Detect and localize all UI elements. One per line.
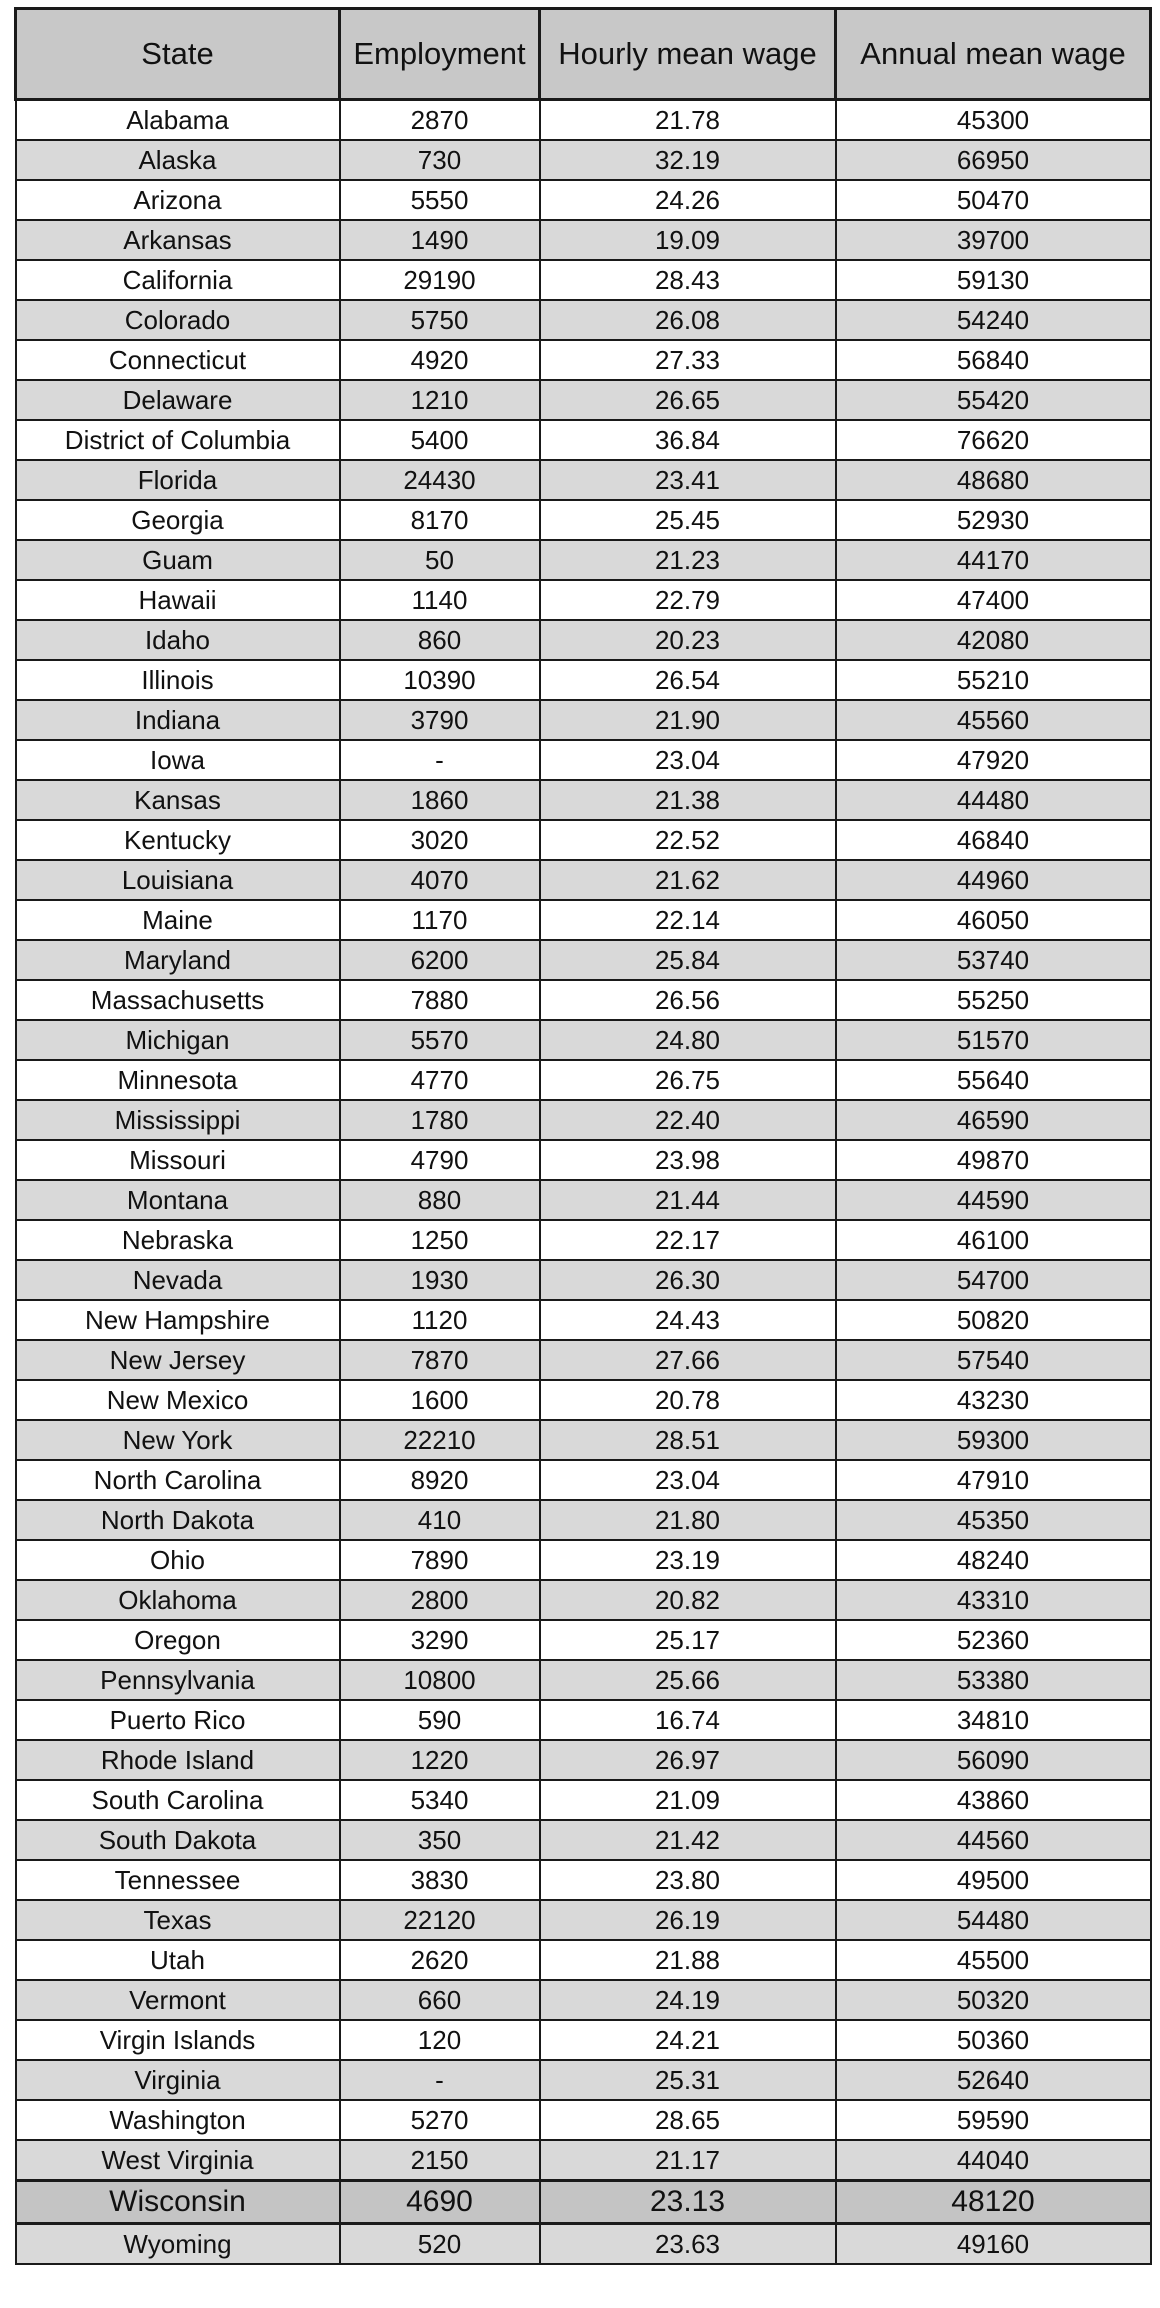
employment-cell: 5750 xyxy=(340,300,540,340)
annual-wage-cell: 46100 xyxy=(836,1220,1151,1260)
hourly-wage-cell: 24.19 xyxy=(540,1980,836,2020)
employment-cell: 1170 xyxy=(340,900,540,940)
table-row xyxy=(16,1900,1151,1940)
table-row xyxy=(16,1860,1151,1900)
annual-wage-cell: 45500 xyxy=(836,1940,1151,1980)
table-row xyxy=(16,1300,1151,1340)
employment-cell: 10800 xyxy=(340,1660,540,1700)
table-row xyxy=(16,1580,1151,1620)
hourly-wage-cell: 25.45 xyxy=(540,500,836,540)
state-cell: Kansas xyxy=(16,780,340,820)
table-row xyxy=(16,460,1151,500)
hourly-wage-cell: 23.13 xyxy=(540,2181,836,2224)
hourly-wage-cell: 21.44 xyxy=(540,1180,836,1220)
hourly-wage-cell: 24.43 xyxy=(540,1300,836,1340)
hourly-wage-cell: 21.78 xyxy=(540,100,836,141)
annual-wage-cell: 44170 xyxy=(836,540,1151,580)
annual-wage-cell: 50820 xyxy=(836,1300,1151,1340)
annual-wage-cell: 44040 xyxy=(836,2140,1151,2181)
employment-cell: 860 xyxy=(340,620,540,660)
table-row xyxy=(16,420,1151,460)
hourly-wage-cell: 23.80 xyxy=(540,1860,836,1900)
annual-wage-cell: 57540 xyxy=(836,1340,1151,1380)
annual-wage-cell: 54480 xyxy=(836,1900,1151,1940)
table-row xyxy=(16,1740,1151,1780)
hourly-wage-cell: 24.21 xyxy=(540,2020,836,2060)
hourly-wage-cell: 21.38 xyxy=(540,780,836,820)
annual-wage-cell: 51570 xyxy=(836,1020,1151,1060)
state-cell: New Jersey xyxy=(16,1340,340,1380)
employment-cell: 29190 xyxy=(340,260,540,300)
table-row xyxy=(16,1460,1151,1500)
state-cell: Utah xyxy=(16,1940,340,1980)
employment-cell: 520 xyxy=(340,2224,540,2265)
state-cell: South Dakota xyxy=(16,1820,340,1860)
annual-wage-cell: 50470 xyxy=(836,180,1151,220)
table-row xyxy=(16,2060,1151,2100)
state-cell: West Virginia xyxy=(16,2140,340,2181)
state-cell: Ohio xyxy=(16,1540,340,1580)
state-cell: Colorado xyxy=(16,300,340,340)
state-cell: Minnesota xyxy=(16,1060,340,1100)
employment-cell: 5550 xyxy=(340,180,540,220)
annual-wage-cell: 53380 xyxy=(836,1660,1151,1700)
state-cell: Nebraska xyxy=(16,1220,340,1260)
table-row xyxy=(16,780,1151,820)
state-cell: District of Columbia xyxy=(16,420,340,460)
table-row xyxy=(16,300,1151,340)
hourly-wage-cell: 22.79 xyxy=(540,580,836,620)
state-cell: Puerto Rico xyxy=(16,1700,340,1740)
state-cell: Alaska xyxy=(16,140,340,180)
hourly-wage-cell: 22.17 xyxy=(540,1220,836,1260)
annual-wage-cell: 59590 xyxy=(836,2100,1151,2140)
state-cell: North Carolina xyxy=(16,1460,340,1500)
employment-cell: 120 xyxy=(340,2020,540,2060)
annual-wage-cell: 55420 xyxy=(836,380,1151,420)
state-cell: New Hampshire xyxy=(16,1300,340,1340)
table-row xyxy=(16,660,1151,700)
table-row xyxy=(16,2100,1151,2140)
state-cell: Delaware xyxy=(16,380,340,420)
state-cell: Pennsylvania xyxy=(16,1660,340,1700)
annual-wage-cell: 55210 xyxy=(836,660,1151,700)
state-cell: South Carolina xyxy=(16,1780,340,1820)
employment-cell: 1930 xyxy=(340,1260,540,1300)
table-row xyxy=(16,140,1151,180)
employment-cell: 22210 xyxy=(340,1420,540,1460)
employment-cell: 1210 xyxy=(340,380,540,420)
annual-wage-cell: 45350 xyxy=(836,1500,1151,1540)
employment-cell: 22120 xyxy=(340,1900,540,1940)
hourly-wage-cell: 23.98 xyxy=(540,1140,836,1180)
hourly-wage-cell: 27.33 xyxy=(540,340,836,380)
state-cell: Wyoming xyxy=(16,2224,340,2265)
state-cell: Massachusetts xyxy=(16,980,340,1020)
table-row xyxy=(16,1220,1151,1260)
state-cell: Alabama xyxy=(16,100,340,141)
table-row xyxy=(16,340,1151,380)
annual-wage-cell: 39700 xyxy=(836,220,1151,260)
state-cell: Rhode Island xyxy=(16,1740,340,1780)
table-row xyxy=(16,100,1151,141)
hourly-wage-cell: 22.40 xyxy=(540,1100,836,1140)
hourly-wage-cell: 27.66 xyxy=(540,1340,836,1380)
table-row xyxy=(16,1380,1151,1420)
employment-cell: 1220 xyxy=(340,1740,540,1780)
state-cell: Nevada xyxy=(16,1260,340,1300)
employment-cell: 4690 xyxy=(340,2181,540,2224)
state-cell: Louisiana xyxy=(16,860,340,900)
state-cell: New Mexico xyxy=(16,1380,340,1420)
table-row xyxy=(16,980,1151,1020)
annual-wage-cell: 47910 xyxy=(836,1460,1151,1500)
table-row xyxy=(16,1180,1151,1220)
table-row xyxy=(16,1500,1151,1540)
employment-cell: 6200 xyxy=(340,940,540,980)
state-cell: Arizona xyxy=(16,180,340,220)
state-cell: Idaho xyxy=(16,620,340,660)
annual-wage-cell: 56090 xyxy=(836,1740,1151,1780)
annual-wage-cell: 50320 xyxy=(836,1980,1151,2020)
hourly-wage-cell: 28.51 xyxy=(540,1420,836,1460)
annual-wage-cell: 59130 xyxy=(836,260,1151,300)
employment-cell: 1600 xyxy=(340,1380,540,1420)
employment-cell: - xyxy=(340,740,540,780)
hourly-wage-cell: 36.84 xyxy=(540,420,836,460)
employment-cell: 3020 xyxy=(340,820,540,860)
hourly-wage-cell: 23.04 xyxy=(540,1460,836,1500)
state-cell: North Dakota xyxy=(16,1500,340,1540)
hourly-wage-cell: 22.52 xyxy=(540,820,836,860)
header-state: State xyxy=(16,9,340,100)
annual-wage-cell: 43860 xyxy=(836,1780,1151,1820)
hourly-wage-cell: 21.42 xyxy=(540,1820,836,1860)
hourly-wage-cell: 28.65 xyxy=(540,2100,836,2140)
table-row xyxy=(16,1140,1151,1180)
table-row xyxy=(16,2140,1151,2181)
employment-cell: 1490 xyxy=(340,220,540,260)
annual-wage-cell: 66950 xyxy=(836,140,1151,180)
state-cell: Indiana xyxy=(16,700,340,740)
employment-cell: 8920 xyxy=(340,1460,540,1500)
hourly-wage-cell: 19.09 xyxy=(540,220,836,260)
table-row xyxy=(16,180,1151,220)
employment-cell: 4070 xyxy=(340,860,540,900)
annual-wage-cell: 34810 xyxy=(836,1700,1151,1740)
employment-cell: 1860 xyxy=(340,780,540,820)
table-row xyxy=(16,620,1151,660)
state-cell: Florida xyxy=(16,460,340,500)
hourly-wage-cell: 26.56 xyxy=(540,980,836,1020)
employment-cell: 3790 xyxy=(340,700,540,740)
annual-wage-cell: 46840 xyxy=(836,820,1151,860)
annual-wage-cell: 42080 xyxy=(836,620,1151,660)
table-row xyxy=(16,380,1151,420)
table-row xyxy=(16,1260,1151,1300)
annual-wage-cell: 48680 xyxy=(836,460,1151,500)
employment-cell: 1780 xyxy=(340,1100,540,1140)
employment-cell: 5570 xyxy=(340,1020,540,1060)
table-row xyxy=(16,1700,1151,1740)
table-row xyxy=(16,940,1151,980)
employment-cell: 880 xyxy=(340,1180,540,1220)
table-row xyxy=(16,1340,1151,1380)
state-cell: Missouri xyxy=(16,1140,340,1180)
state-cell: Arkansas xyxy=(16,220,340,260)
hourly-wage-cell: 26.65 xyxy=(540,380,836,420)
state-cell: Virginia xyxy=(16,2060,340,2100)
employment-cell: 7890 xyxy=(340,1540,540,1580)
annual-wage-cell: 52930 xyxy=(836,500,1151,540)
employment-cell: 5270 xyxy=(340,2100,540,2140)
employment-cell: - xyxy=(340,2060,540,2100)
state-cell: Oregon xyxy=(16,1620,340,1660)
hourly-wage-cell: 23.63 xyxy=(540,2224,836,2265)
table-row xyxy=(16,1820,1151,1860)
employment-cell: 2870 xyxy=(340,100,540,141)
table-header xyxy=(16,9,1151,100)
hourly-wage-cell: 21.23 xyxy=(540,540,836,580)
state-cell: Vermont xyxy=(16,1980,340,2020)
hourly-wage-cell: 23.41 xyxy=(540,460,836,500)
table-row xyxy=(16,1980,1151,2020)
annual-wage-cell: 43310 xyxy=(836,1580,1151,1620)
table-row xyxy=(16,1060,1151,1100)
header-row xyxy=(16,9,1151,100)
hourly-wage-cell: 26.75 xyxy=(540,1060,836,1100)
employment-cell: 2800 xyxy=(340,1580,540,1620)
hourly-wage-cell: 21.90 xyxy=(540,700,836,740)
hourly-wage-cell: 21.62 xyxy=(540,860,836,900)
table-row xyxy=(16,1020,1151,1060)
annual-wage-cell: 45300 xyxy=(836,100,1151,141)
table-row xyxy=(16,860,1151,900)
annual-wage-cell: 56840 xyxy=(836,340,1151,380)
table-row xyxy=(16,740,1151,780)
hourly-wage-cell: 25.31 xyxy=(540,2060,836,2100)
annual-wage-cell: 48240 xyxy=(836,1540,1151,1580)
hourly-wage-cell: 21.88 xyxy=(540,1940,836,1980)
table-body xyxy=(16,100,1151,2265)
state-cell: Mississippi xyxy=(16,1100,340,1140)
annual-wage-cell: 55640 xyxy=(836,1060,1151,1100)
annual-wage-cell: 49500 xyxy=(836,1860,1151,1900)
employment-cell: 1140 xyxy=(340,580,540,620)
table-row xyxy=(16,500,1151,540)
employment-cell: 24430 xyxy=(340,460,540,500)
employment-cell: 5340 xyxy=(340,1780,540,1820)
state-cell: Connecticut xyxy=(16,340,340,380)
annual-wage-cell: 59300 xyxy=(836,1420,1151,1460)
hourly-wage-cell: 21.80 xyxy=(540,1500,836,1540)
state-cell: Iowa xyxy=(16,740,340,780)
employment-cell: 3830 xyxy=(340,1860,540,1900)
hourly-wage-cell: 26.19 xyxy=(540,1900,836,1940)
state-cell: Kentucky xyxy=(16,820,340,860)
employment-cell: 8170 xyxy=(340,500,540,540)
employment-cell: 5400 xyxy=(340,420,540,460)
employment-cell: 590 xyxy=(340,1700,540,1740)
employment-cell: 350 xyxy=(340,1820,540,1860)
hourly-wage-cell: 16.74 xyxy=(540,1700,836,1740)
hourly-wage-cell: 25.66 xyxy=(540,1660,836,1700)
header-annual-mean-wage: Annual mean wage xyxy=(836,9,1151,100)
table-row xyxy=(16,540,1151,580)
annual-wage-cell: 52640 xyxy=(836,2060,1151,2100)
annual-wage-cell: 46050 xyxy=(836,900,1151,940)
annual-wage-cell: 44480 xyxy=(836,780,1151,820)
annual-wage-cell: 46590 xyxy=(836,1100,1151,1140)
annual-wage-cell: 50360 xyxy=(836,2020,1151,2060)
table-row xyxy=(16,260,1151,300)
state-cell: Tennessee xyxy=(16,1860,340,1900)
annual-wage-cell: 54240 xyxy=(836,300,1151,340)
annual-wage-cell: 49160 xyxy=(836,2224,1151,2265)
employment-cell: 4920 xyxy=(340,340,540,380)
annual-wage-cell: 55250 xyxy=(836,980,1151,1020)
employment-cell: 2620 xyxy=(340,1940,540,1980)
state-cell: Maryland xyxy=(16,940,340,980)
table-row xyxy=(16,820,1151,860)
employment-cell: 50 xyxy=(340,540,540,580)
employment-cell: 2150 xyxy=(340,2140,540,2181)
hourly-wage-cell: 32.19 xyxy=(540,140,836,180)
hourly-wage-cell: 21.09 xyxy=(540,1780,836,1820)
annual-wage-cell: 43230 xyxy=(836,1380,1151,1420)
state-cell: Hawaii xyxy=(16,580,340,620)
header-employment: Employment xyxy=(340,9,540,100)
hourly-wage-cell: 20.78 xyxy=(540,1380,836,1420)
table-row xyxy=(16,1100,1151,1140)
state-cell: Montana xyxy=(16,1180,340,1220)
hourly-wage-cell: 26.97 xyxy=(540,1740,836,1780)
state-cell: Oklahoma xyxy=(16,1580,340,1620)
annual-wage-cell: 47920 xyxy=(836,740,1151,780)
hourly-wage-cell: 24.26 xyxy=(540,180,836,220)
employment-cell: 4770 xyxy=(340,1060,540,1100)
hourly-wage-cell: 25.84 xyxy=(540,940,836,980)
table-row xyxy=(16,1420,1151,1460)
state-cell: Michigan xyxy=(16,1020,340,1060)
hourly-wage-cell: 26.54 xyxy=(540,660,836,700)
annual-wage-cell: 76620 xyxy=(836,420,1151,460)
hourly-wage-cell: 20.82 xyxy=(540,1580,836,1620)
annual-wage-cell: 44590 xyxy=(836,1180,1151,1220)
table-row xyxy=(16,700,1151,740)
table-row xyxy=(16,1940,1151,1980)
employment-cell: 7880 xyxy=(340,980,540,1020)
annual-wage-cell: 44960 xyxy=(836,860,1151,900)
table-row xyxy=(16,2181,1151,2224)
annual-wage-cell: 53740 xyxy=(836,940,1151,980)
hourly-wage-cell: 26.30 xyxy=(540,1260,836,1300)
hourly-wage-cell: 28.43 xyxy=(540,260,836,300)
table-row xyxy=(16,2224,1151,2265)
state-cell: Texas xyxy=(16,1900,340,1940)
employment-cell: 10390 xyxy=(340,660,540,700)
table-row xyxy=(16,900,1151,940)
state-cell: Wisconsin xyxy=(16,2181,340,2224)
employment-cell: 3290 xyxy=(340,1620,540,1660)
hourly-wage-cell: 24.80 xyxy=(540,1020,836,1060)
employment-cell: 1250 xyxy=(340,1220,540,1260)
hourly-wage-cell: 23.19 xyxy=(540,1540,836,1580)
annual-wage-cell: 48120 xyxy=(836,2181,1151,2224)
annual-wage-cell: 44560 xyxy=(836,1820,1151,1860)
employment-cell: 730 xyxy=(340,140,540,180)
hourly-wage-cell: 25.17 xyxy=(540,1620,836,1660)
employment-cell: 7870 xyxy=(340,1340,540,1380)
employment-cell: 660 xyxy=(340,1980,540,2020)
state-cell: Guam xyxy=(16,540,340,580)
table-row xyxy=(16,580,1151,620)
hourly-wage-cell: 21.17 xyxy=(540,2140,836,2181)
table-row xyxy=(16,1620,1151,1660)
annual-wage-cell: 45560 xyxy=(836,700,1151,740)
hourly-wage-cell: 20.23 xyxy=(540,620,836,660)
state-cell: Georgia xyxy=(16,500,340,540)
annual-wage-cell: 52360 xyxy=(836,1620,1151,1660)
annual-wage-cell: 47400 xyxy=(836,580,1151,620)
hourly-wage-cell: 22.14 xyxy=(540,900,836,940)
employment-cell: 410 xyxy=(340,1500,540,1540)
wage-table xyxy=(14,7,1152,2265)
table-row xyxy=(16,1780,1151,1820)
state-cell: California xyxy=(16,260,340,300)
state-cell: New York xyxy=(16,1420,340,1460)
annual-wage-cell: 49870 xyxy=(836,1140,1151,1180)
annual-wage-cell: 54700 xyxy=(836,1260,1151,1300)
state-cell: Washington xyxy=(16,2100,340,2140)
hourly-wage-cell: 26.08 xyxy=(540,300,836,340)
hourly-wage-cell: 23.04 xyxy=(540,740,836,780)
table-row xyxy=(16,1540,1151,1580)
table-row xyxy=(16,1660,1151,1700)
employment-cell: 4790 xyxy=(340,1140,540,1180)
state-cell: Illinois xyxy=(16,660,340,700)
state-cell: Virgin Islands xyxy=(16,2020,340,2060)
table-row xyxy=(16,220,1151,260)
table-row xyxy=(16,2020,1151,2060)
state-cell: Maine xyxy=(16,900,340,940)
employment-cell: 1120 xyxy=(340,1300,540,1340)
header-hourly-mean-wage: Hourly mean wage xyxy=(540,9,836,100)
